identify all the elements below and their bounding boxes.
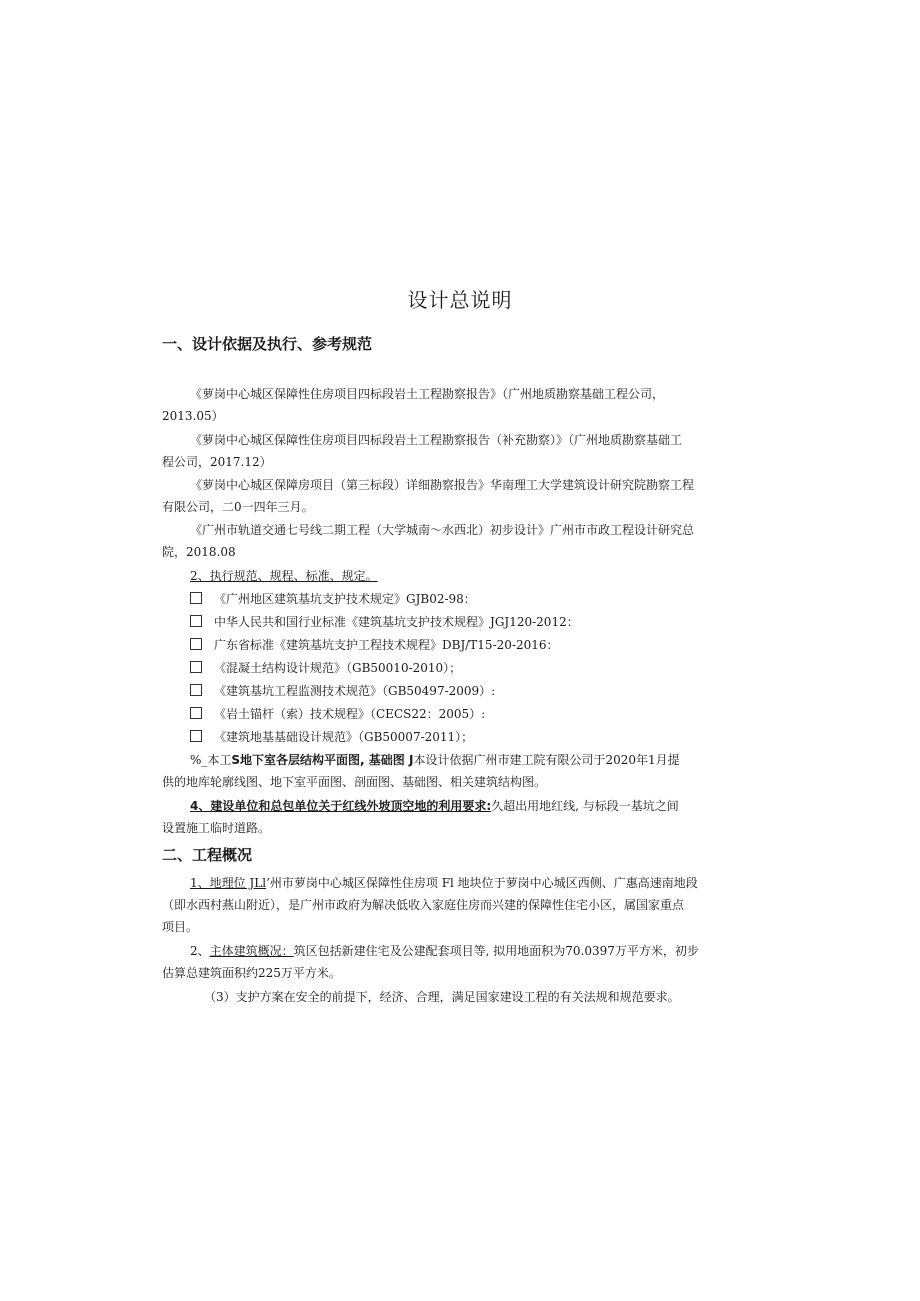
overview-p2 <box>190 940 699 962</box>
reference-line: 《萝岗中心城区保障房项目（第三标段）详细勘察报告》华南理工大学建筑设计研究院勘察工程 <box>190 478 695 492</box>
standard-item: 《建筑地基基础设计规范》（GB50007-2011）； <box>190 726 473 748</box>
location-text: ’州市萝岗中心城区保障性住房项 Fl 地块位于萝岗中心城区西侧、广惠高速南地段 <box>266 876 698 890</box>
subsection-heading-standards: 2、执行规范、规程、标准、规定。 <box>190 569 378 583</box>
item4-line2: 设置施工临时道路。 <box>162 821 271 835</box>
overview-p3: （3）支护方案在安全的前提下，经济、合理，满足国家建设工程的有关法规和规范要求。 <box>204 990 680 1004</box>
overview-p1-line3: 项目。 <box>162 920 199 934</box>
standard-item: 中华人民共和国行业标准《建筑基坑支护技术规程》JGJ120-2012： <box>190 611 579 633</box>
reference-line: 院，2018.08 <box>162 545 236 559</box>
reference-line: 《萝岗中心城区保障性住房项目四标段岩土工程勘察报告（补充勘察）》（广州地质勘察基础工 <box>190 433 683 447</box>
item3-prefix: %_本工 <box>190 753 232 767</box>
standard-item: 广东省标准《建筑基坑支护工程技术规程》DBJ/T15-20-2016： <box>190 634 559 656</box>
overview-p2-line2: 估算总建筑面积约225万平方米。 <box>162 966 341 980</box>
checkbox-icon <box>190 615 202 627</box>
reference-line: 《广州市轨道交通七号线二期工程（大学城南～水西北）初步设计》广州市市政工程设计研究总 <box>190 523 695 537</box>
item4-heading: 4、建设单位和总包单位关于红线外坡顶空地的利用要求: <box>190 799 492 813</box>
item3-line2: 供的地库轮廓线图、地下室平面图、剖面图、基础图、相关建筑结构图。 <box>162 775 547 789</box>
checkbox-icon <box>190 730 202 742</box>
reference-line: 《萝岗中心城区保障性住房项目四标段岩土工程勘察报告》（广州地质勘察基础工程公司， <box>190 387 665 401</box>
item3-rest: 本设计依据广州市建工院有限公司于2020年1月提 <box>413 753 680 767</box>
reference-line: 有限公司，二0一四年三月。 <box>162 500 314 514</box>
location-label: 1、地理位 JLl <box>190 876 267 890</box>
section1-heading: 一、设计依据及执行、参考规范 <box>162 335 373 353</box>
checkbox-icon <box>190 684 202 696</box>
standard-item: 《岩土锚杆（索）技术规程》（CECS22：2005）: <box>190 703 485 725</box>
building-label: 主体建筑概况： <box>209 944 294 958</box>
item3-bold: S地下室各层结构平面图, 基础图 J <box>231 753 414 767</box>
checkbox-icon <box>190 592 202 604</box>
overview-p1-line2: （即水西村燕山附近），是广州市政府为解决低收入家庭住房而兴建的保障性住宅小区，属国家重点 <box>162 898 685 912</box>
standard-item: 《广州地区建筑基坑支护技术规定》GJB02-98： <box>190 588 476 610</box>
p2-number: 2、 <box>190 944 210 958</box>
item4-rest: 久超出用地红线, 与标段一基坑之间 <box>491 799 679 813</box>
overview-p1 <box>190 872 698 894</box>
checkbox-icon <box>190 707 202 719</box>
checkbox-icon <box>190 638 202 650</box>
checkbox-icon <box>190 661 202 673</box>
standard-item: 《建筑基坑工程监测技术规范》（GB50497-2009）: <box>190 680 495 702</box>
item4-line <box>190 795 679 817</box>
document-title: 设计总说明 <box>407 288 513 312</box>
standard-item: 《混凝土结构设计规范》（GB50010-2010）； <box>190 657 461 679</box>
item3-line <box>190 749 680 771</box>
building-text: 筑区包括新建住宅及公建配套项目等, 拟用地面积为70.0397万平方米，初步 <box>293 944 699 958</box>
section2-heading: 二、工程概况 <box>162 846 253 864</box>
reference-line: 程公司，2017.12） <box>162 455 272 469</box>
reference-line: 2013.05） <box>162 409 224 423</box>
